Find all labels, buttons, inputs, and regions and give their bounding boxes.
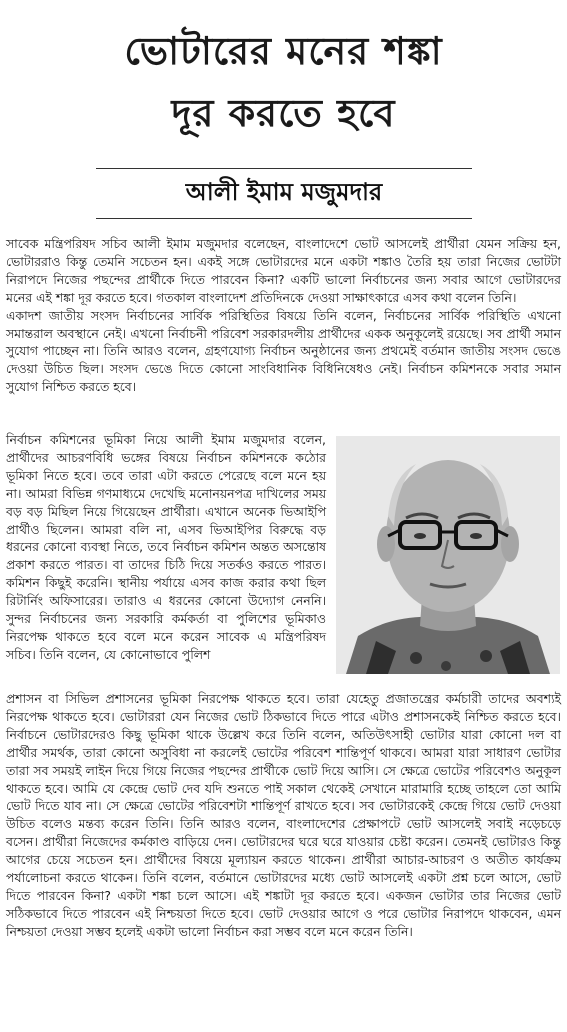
byline: আলী ইমাম মজুমদার xyxy=(185,177,383,206)
paragraph-4: প্রশাসন বা সিভিল প্রশাসনের ভূমিকা নিরপেক্ষ থাকতে হবে। তারা যেহেতু প্রজাতন্ত্রের কর্মচারী তাদের অবশ্যই নিরপেক্ষ থাকতে হবে। ভোটাররা যেন নিজের ভোট ঠিকভাবে দিতে পারে এটাও প্রশাসনকেই নিশ্চিত করতে হবে। নির্বাচনে ভোটারদেরও কিছু ভূমিকা থাকে উল্লেখ করে তিনি বলেন, অতিউৎসাহী ভোটার যারা কোনো দল বা প্রার্থীর সমর্থক, তারা কোনো অসুবিধা না করলেই ভোটের পরিবেশ শান্তিপূর্ণ থাকবে। আমরা যারা সাধারণ ভোটার তারা সব সময়ই লাইন দিয়ে গিয়ে নিজের পছন্দের প্রার্থীকে ভোট দিয়ে আসি। সে ক্ষেত্রে ভোটের পরিবেশও অনুকূল থাকতে হবে। আমি যে কেন্দ্রে ভোট দেব যদি শুনতে পাই সকাল থেকেই সেখানে মারামারি হচ্ছে তাহলে তো আমি ভোট দিতে যাব না। সে ক্ষেত্রে ভোটের পরিবেশটা শান্তিপূর্ণ রাখতে হবে। সব ভোটারকেই কেন্দ্রে গিয়ে ভোট দেওয়া উচিত বলেও মন্তব্য করেন তিনি। তিনি আরও বলেন, বাংলাদেশের প্রেক্ষাপটে ভোট আসলেই সবাই নড়েচড়ে বসেন। প্রার্থীরা নিজেদের কর্মকাণ্ড বাড়িয়ে দেন। ভোটারদের ঘরে ঘরে যাওয়ার চেষ্টা করেন। তেমনই ভোটারও কিন্তু আগের চেয়ে সচেতন হন। প্রার্থীদের বিষয়ে মূল্যায়ন করতে থাকেন। প্রার্থীরা আচার-আচরণ ও অতীত কার্যক্রম পর্যালোচনা করতে থাকেন। তিনি বলেন, বর্তমানে ভোটারদের মধ্যে ভোট আসলেই একটা প্রশ্ন চলে আসে, ভোট দিতে পারবেন কিনা? একটা শঙ্কা চলে আসে। এই শঙ্কাটা দূর করতে হবে। একজন ভোটার তার নিজের ভোট সঠিকভাবে দিতে পারবেন এই নিশ্চয়তা দিতে হবে। ভোট দেওয়ার আগে ও পরে ভোটার নিরাপদে থাকবেন, এমন নিশ্চয়তা দেওয়া সম্ভব হলেই একটা ভালো নির্বাচন করা সম্ভব বলে মনে করেন তিনি। xyxy=(6,691,561,939)
headline-line-1: ভোটারের মনের শঙ্কা xyxy=(124,28,443,73)
paragraph-3: নির্বাচন কমিশনের ভূমিকা নিয়ে আলী ইমাম মজুমদার বলেন, প্রার্থীদের আচরণবিধি ভঙ্গের বিষয়ে নির্বাচন কমিশনকে কঠোর ভূমিকা নিতে হবে। তবে তারা এটা করতে পেরেছে বলে মনে হয় না। আমরা বিভিন্ন গণমাধ্যমে দেখেছি মনোনয়নপত্র দাখিলের সময় বড় বড় মিছিল নিয়ে গিয়েছেন প্রার্থীরা। এখানে অনেক ভিআইপি প্রার্থীও ছিলেন। আমরা বলি না, এসব ভিআইপির বিরুদ্ধে বড় ধরনের কোনো ব্যবস্থা নিতে, তবে নির্বাচন কমিশন অন্তত অসন্তোষ প্রকাশ করতে পারত। বা তাদের চিঠি দিয়ে সতর্কও করতে পারত। কমিশন কিছুই করেনি। স্থানীয় পর্যায়ে এসব কাজ করার কথা ছিল রিটার্নিং অফিসারের। তারাও এ ধরনের কোনো উদ্যোগ নেননি। সুন্দর নির্বাচনের জন্য সরকারি কর্মকর্তা বা পুলিশের ভূমিকাও নিরপেক্ষ থাকতে হবে বলে মনে করেন সাবেক এ মন্ত্রিপরিষদ সচিব। তিনি বলেন, যে কোনোভাবে পুলিশ xyxy=(6,432,326,662)
paragraph-1: সাবেক মন্ত্রিপরিষদ সচিব আলী ইমাম মজুমদার বলেছেন, বাংলাদেশে ভোট আসলেই প্রার্থীরা যেমন সক্রিয় হন, ভোটাররাও কিন্তু তেমনি সচেতন হন। একই সঙ্গে ভোটারদের মনে একটা শঙ্কাও তৈরি হয় তারা নিজের ভোটটা নিরাপদে নিজের পছন্দের প্রার্থীকে দিতে পারবেন কিনা? একটি ভালো নির্বাচনের জন্য সবার আগে ভোটারদের মনের এই শঙ্কা দূর করতে হবে। গতকাল বাংলাদেশ প্রতিদিনকে দেওয়া সাক্ষাৎকারে এসব কথা বলেন তিনি। xyxy=(6,236,561,305)
paragraph-2: একাদশ জাতীয় সংসদ নির্বাচনের সার্বিক পরিস্থিতির বিষয়ে তিনি বলেন, নির্বাচনের সার্বিক পরিস্থিতি এখনো সমান্তরাল অবস্থানে নেই। এখনো নির্বাচনী পরিবেশ সরকারদলীয় প্রার্থীদের একক অনুকূলেই রয়েছে। সব প্রার্থী সমান সুযোগ পাচ্ছেন না। তিনি আরও বলেন, গ্রহণযোগ্য নির্বাচন অনুষ্ঠানের জন্য প্রথমেই বর্তমান জাতীয় সংসদ ভেঙে দেওয়া উচিত ছিল। সংসদ ভেঙে দিতে কোনো সাংবিধানিক বিধিনিষেধও নেই। নির্বাচন কমিশনকে সবার সমান সুযোগ নিশ্চিত করতে হবে। xyxy=(6,307,561,395)
portrait-illustration xyxy=(336,436,560,674)
portrait-photo xyxy=(336,436,560,674)
article-body-bottom xyxy=(6,690,561,941)
byline-top-rule xyxy=(96,168,472,169)
headline-line-2: দূর করতে হবে xyxy=(171,90,396,135)
byline-bottom-rule xyxy=(96,218,472,219)
article-body-left-column xyxy=(6,431,326,664)
article-body-top xyxy=(6,235,561,396)
